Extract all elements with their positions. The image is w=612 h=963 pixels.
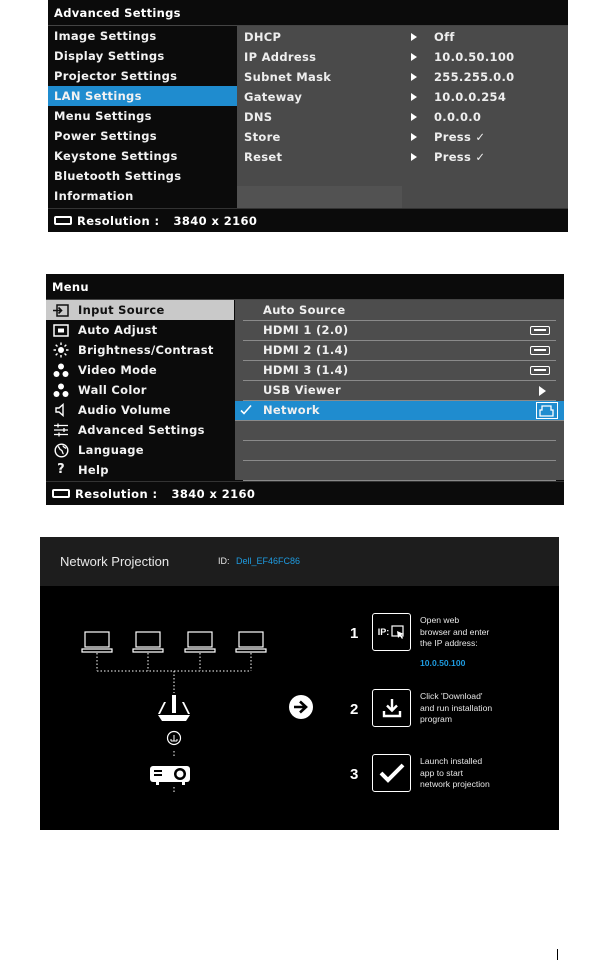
menu-item-help[interactable]	[46, 460, 234, 480]
step-line: the IP address:	[420, 638, 478, 648]
menu-item-brightness-contrast[interactable]	[46, 340, 234, 360]
lan-value: 10.0.0.254	[434, 90, 507, 104]
lan-key: Reset	[244, 150, 283, 164]
lan-value: Press ✓	[434, 150, 486, 164]
menu-item-label: Brightness/Contrast	[78, 343, 214, 357]
step-number: 2	[350, 701, 359, 718]
step-line: Launch installed	[420, 756, 483, 766]
lan-value: 10.0.50.100	[434, 50, 515, 64]
step-instructions	[420, 615, 489, 650]
source-item-empty	[243, 441, 556, 461]
menu-item-power-settings[interactable]: Power Settings	[54, 129, 157, 143]
lan-row-ip-address[interactable]	[237, 47, 568, 67]
menu-item-label: Language	[78, 443, 144, 457]
menu-item-label: Advanced Settings	[78, 423, 205, 437]
right-arrow-icon	[411, 33, 417, 41]
resolution-label: Resolution :	[77, 214, 160, 228]
step-line: network projection	[420, 779, 490, 789]
menu-item-video-mode[interactable]	[46, 360, 234, 380]
id-value: Dell_EF46FC86	[236, 556, 301, 566]
laptop-icon	[82, 632, 266, 652]
menu-item-label: Video Mode	[78, 363, 157, 377]
step-number: 1	[350, 625, 359, 642]
lan-key: IP Address	[244, 50, 317, 64]
lan-key: Gateway	[244, 90, 303, 104]
source-item-usb-viewer[interactable]	[243, 381, 556, 401]
input-source-panel	[235, 300, 564, 480]
brightness-icon	[52, 342, 70, 358]
resolution-bar	[48, 208, 568, 232]
checkmark-icon	[240, 401, 252, 422]
arrow-right-circle-icon	[289, 695, 313, 719]
step-line: Click 'Download'	[420, 691, 483, 701]
projector-icon	[150, 766, 190, 785]
menu-item-information[interactable]: Information	[54, 189, 134, 203]
right-arrow-icon	[411, 113, 417, 121]
menu-item-image-settings[interactable]: Image Settings	[54, 29, 157, 43]
input-source-icon	[52, 302, 70, 318]
sliders-icon	[52, 422, 70, 438]
download-icon	[372, 689, 411, 727]
lan-key: DHCP	[244, 30, 282, 44]
right-arrow-icon	[411, 153, 417, 161]
menu-item-label: Wall Color	[78, 383, 147, 397]
source-label: USB Viewer	[263, 383, 341, 397]
menu-item-advanced-settings[interactable]	[46, 420, 234, 440]
menu-item-language[interactable]	[46, 440, 234, 460]
menu-item-label: Auto Adjust	[78, 323, 158, 337]
lan-value: Press ✓	[434, 130, 486, 144]
lan-value: 255.255.0.0	[434, 70, 515, 84]
auto-adjust-icon	[52, 322, 70, 338]
step-line: and run installation	[420, 702, 493, 713]
source-label: HDMI 2 (1.4)	[263, 343, 349, 357]
ip-address-highlight: 10.0.50.100	[420, 658, 466, 668]
source-item-auto-source[interactable]	[243, 301, 556, 321]
lan-value: 0.0.0.0	[434, 110, 482, 124]
lan-row-reset[interactable]	[237, 147, 568, 167]
speaker-icon	[52, 402, 70, 418]
lan-key: DNS	[244, 110, 273, 124]
menu-item-label: Help	[78, 463, 109, 477]
lan-row-gateway[interactable]	[237, 87, 568, 107]
menu-item-keystone-settings[interactable]: Keystone Settings	[54, 149, 178, 163]
menu-item-label: Input Source	[78, 303, 165, 317]
resolution-value: 3840 x 2160	[173, 214, 258, 228]
hdmi-port-icon	[530, 366, 550, 375]
submenu-arrow-icon	[539, 386, 546, 396]
lan-row-dns[interactable]	[237, 107, 568, 127]
network-projection-screen	[40, 537, 559, 830]
right-arrow-icon	[411, 133, 417, 141]
lan-key: Store	[244, 130, 281, 144]
resolution-value: 3840 x 2160	[171, 487, 256, 501]
id-label: ID:	[218, 556, 230, 566]
lan-key: Subnet Mask	[244, 70, 332, 84]
source-label: Auto Source	[263, 303, 346, 317]
source-item-empty	[243, 421, 556, 441]
menu-item-wall-color[interactable]	[46, 380, 234, 400]
ip-browser-icon	[372, 613, 411, 651]
display-icon	[54, 216, 72, 225]
source-item-hdmi-1[interactable]	[243, 321, 556, 341]
menu-item-auto-adjust[interactable]	[46, 320, 234, 340]
ip-box-label: IP:	[377, 627, 390, 637]
source-item-hdmi-3[interactable]	[243, 361, 556, 381]
wall-color-icon	[52, 382, 70, 398]
osd-title: Menu	[46, 274, 564, 300]
step-number: 3	[350, 766, 359, 783]
osd-title: Advanced Settings	[48, 0, 568, 26]
source-label: HDMI 1 (2.0)	[263, 323, 349, 337]
source-label: HDMI 3 (1.4)	[263, 363, 349, 377]
lan-row-store[interactable]	[237, 127, 568, 147]
network-node-icon	[168, 732, 181, 745]
main-menu-list	[46, 300, 234, 480]
projection-title: Network Projection	[60, 554, 170, 569]
source-label: Network	[263, 403, 320, 417]
menu-item-audio-volume[interactable]	[46, 400, 234, 420]
projection-header	[40, 537, 559, 586]
source-item-empty	[243, 461, 556, 481]
step-line: program	[420, 714, 452, 724]
display-icon	[52, 489, 70, 498]
advanced-settings-osd	[48, 0, 568, 232]
step-instructions	[420, 756, 490, 791]
menu-item-bluetooth-settings[interactable]: Bluetooth Settings	[54, 169, 182, 183]
settings-menu	[48, 26, 237, 206]
menu-item-display-settings[interactable]: Display Settings	[54, 49, 165, 63]
source-item-network[interactable]	[235, 401, 564, 421]
lan-value: Off	[434, 30, 455, 44]
video-mode-icon	[52, 362, 70, 378]
resolution-label: Resolution :	[75, 487, 158, 501]
network-diagram	[40, 586, 340, 830]
right-arrow-icon	[411, 73, 417, 81]
check-icon	[372, 754, 411, 792]
menu-item-input-source[interactable]	[46, 300, 234, 320]
right-arrow-icon	[411, 93, 417, 101]
hdmi-port-icon	[530, 326, 550, 335]
menu-item-lan-settings[interactable]: LAN Settings	[48, 86, 237, 106]
lan-settings-panel	[237, 26, 568, 208]
resolution-bar	[46, 481, 564, 505]
step-line: app to start	[420, 767, 463, 778]
step-line: Open web	[420, 615, 460, 625]
globe-icon	[52, 442, 70, 458]
menu-item-projector-settings[interactable]: Projector Settings	[54, 69, 178, 83]
lan-row-dhcp[interactable]	[237, 27, 568, 47]
menu-item-menu-settings[interactable]: Menu Settings	[54, 109, 152, 123]
source-item-hdmi-2[interactable]	[243, 341, 556, 361]
hdmi-port-icon	[530, 346, 550, 355]
menu-item-label: Audio Volume	[78, 403, 171, 417]
step-line: browser and enter	[420, 626, 490, 637]
help-icon: ?	[57, 462, 65, 477]
panel-shade	[237, 186, 402, 208]
main-menu-osd	[46, 274, 564, 505]
network-port-icon	[536, 402, 558, 419]
router-icon	[158, 695, 190, 721]
page-edge-marker	[557, 949, 558, 960]
right-arrow-icon	[411, 53, 417, 61]
lan-row-subnet-mask[interactable]	[237, 67, 568, 87]
step-instructions	[420, 691, 492, 726]
